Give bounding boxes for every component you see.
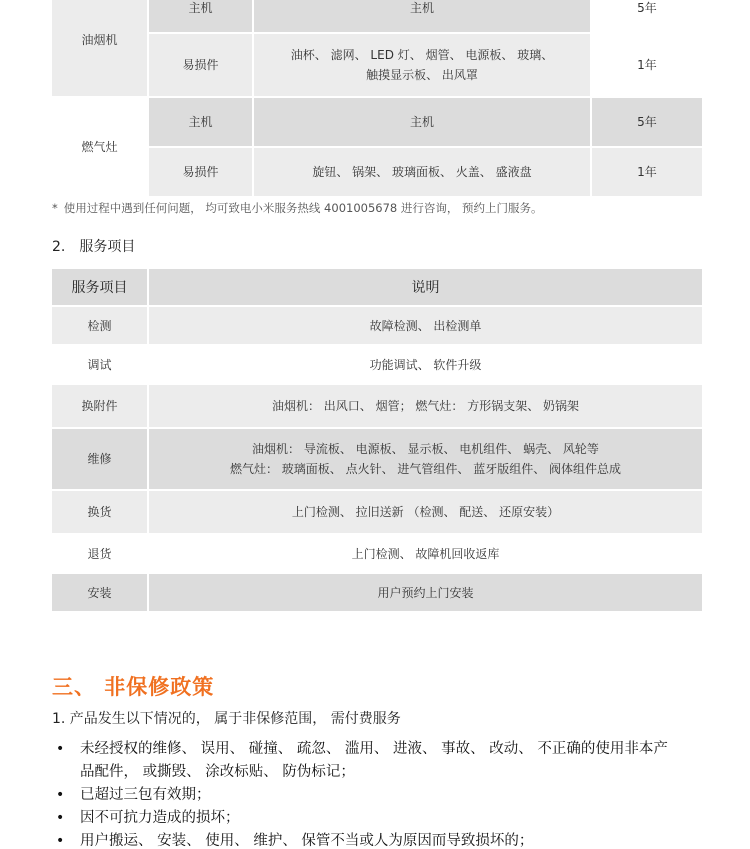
bullet-icon: •	[56, 833, 65, 849]
service-item-cell: 维修	[52, 429, 147, 489]
policy-title: 三、 非保修政策	[52, 675, 215, 699]
list-item	[56, 784, 716, 807]
table-row	[52, 0, 702, 32]
table-row	[52, 34, 702, 96]
section-number: 2.	[52, 239, 66, 255]
period-cell: 1年	[592, 148, 702, 196]
list-item-line: 用户搬运、 安装、 使用、 维护、 保管不当或人为原因而导致损坏的；	[80, 833, 534, 849]
section-heading	[52, 236, 135, 256]
column-header: 说明	[149, 269, 702, 305]
type-cell: 主机	[149, 98, 252, 146]
desc-line: 燃气灶： 玻璃面板、 点火针、 进气管组件、 蓝牙版组件、 阀体组件总成	[229, 462, 622, 476]
period-cell: 1年	[592, 34, 702, 96]
table-header-row	[52, 269, 702, 305]
parts-line: 油杯、 滤网、 LED 灯、 烟管、 电源板、 玻璃、	[290, 48, 554, 62]
parts-cell: 主机	[254, 0, 590, 32]
note-text: 使用过程中遇到任何问题， 均可致电小米服务热线 4001005678 进行咨询， 预约上门服务。	[63, 201, 543, 215]
table-row	[52, 385, 702, 427]
service-hotline-note	[52, 200, 543, 216]
service-desc-cell: 上门检测、 故障机回收返库	[149, 535, 702, 572]
desc-line: 油烟机： 导流板、 电源板、 显示板、 电机组件、 蜗壳、 风轮等	[252, 442, 599, 456]
type-cell: 易损件	[149, 34, 252, 96]
list-item-line: 已超过三包有效期；	[80, 787, 211, 803]
table-row	[52, 346, 702, 383]
policy-bullet-list	[56, 738, 716, 849]
table-row	[52, 98, 702, 146]
list-item-line: 因不可抗力造成的损坏；	[80, 810, 240, 826]
service-item-cell: 安装	[52, 574, 147, 611]
table-row	[52, 429, 702, 489]
section-title: 服务项目	[79, 239, 136, 255]
asterisk-mark: *	[52, 201, 58, 215]
category-cell: 燃气灶	[52, 98, 147, 196]
policy-intro: 1. 产品发生以下情况的， 属于非保修范围， 需付费服务	[52, 711, 401, 727]
service-desc-cell: 故障检测、 出检测单	[149, 307, 702, 344]
list-item	[56, 738, 716, 784]
bullet-icon: •	[56, 741, 65, 757]
column-header: 服务项目	[52, 269, 147, 305]
table-row	[52, 574, 702, 611]
table-row	[52, 307, 702, 344]
service-desc-cell: 功能调试、 软件升级	[149, 346, 702, 383]
service-item-cell: 检测	[52, 307, 147, 344]
warranty-table	[50, 0, 704, 198]
bullet-icon: •	[56, 810, 65, 826]
period-cell: 5年	[592, 0, 702, 32]
service-desc-cell	[149, 429, 702, 489]
type-cell: 易损件	[149, 148, 252, 196]
parts-cell	[254, 34, 590, 96]
service-item-cell: 换货	[52, 491, 147, 533]
list-item	[56, 830, 716, 849]
service-desc-cell: 油烟机： 出风口、 烟管； 燃气灶： 方形锅支架、 奶锅架	[149, 385, 702, 427]
service-item-cell: 调试	[52, 346, 147, 383]
category-cell: 油烟机	[52, 0, 147, 96]
parts-cell: 旋钮、 锅架、 玻璃面板、 火盖、 盛液盘	[254, 148, 590, 196]
service-items-table	[50, 267, 704, 613]
list-item-line: 未经授权的维修、 误用、 碰撞、 疏忽、 滥用、 进液、 事故、 改动、 不正确的使用非本产	[80, 741, 668, 757]
list-item-line: 品配件， 或撕毁、 涂改标贴、 防伪标记；	[80, 764, 355, 780]
parts-cell: 主机	[254, 98, 590, 146]
service-item-cell: 换附件	[52, 385, 147, 427]
service-desc-cell: 用户预约上门安装	[149, 574, 702, 611]
bullet-icon: •	[56, 787, 65, 803]
service-desc-cell: 上门检测、 拉旧送新 （检测、 配送、 还原安装）	[149, 491, 702, 533]
parts-line: 触摸显示板、 出风罩	[366, 68, 478, 82]
table-row	[52, 491, 702, 533]
table-row	[52, 148, 702, 196]
table-row	[52, 535, 702, 572]
type-cell: 主机	[149, 0, 252, 32]
period-cell: 5年	[592, 98, 702, 146]
list-item	[56, 807, 716, 830]
service-item-cell: 退货	[52, 535, 147, 572]
